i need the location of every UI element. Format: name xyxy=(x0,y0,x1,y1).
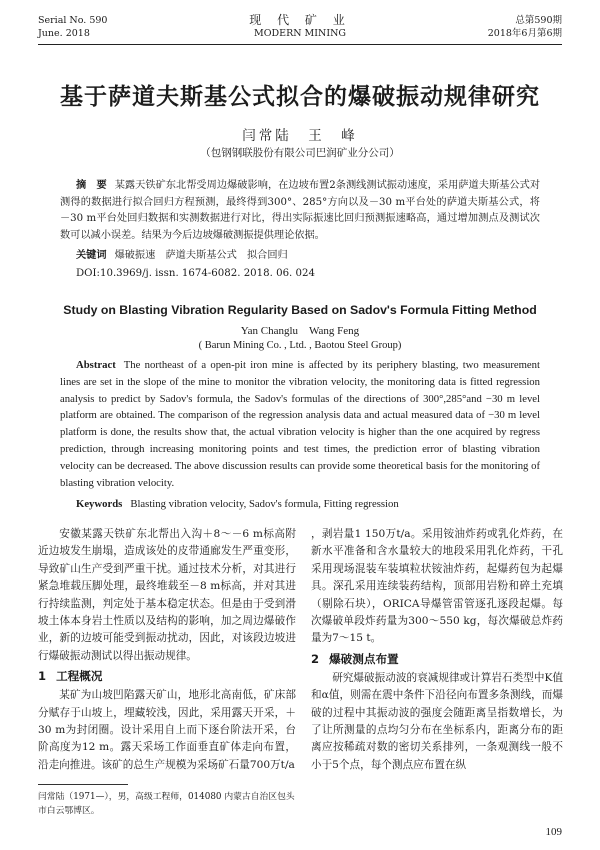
page-number: 109 xyxy=(545,826,562,838)
section-2-number: 2 xyxy=(311,651,320,666)
abstract-cn-text: 某露天铁矿东北帮受周边爆破影响，在边坡布置2条测线测试振动速度，采用萨道夫斯基公式对测得的数据进行拟合回归方程预测，最终得到300°、285°方向以及－30 m平台处的萨道夫斯基公式，将－30 m平台处回归数据和实测数据进行对比，得出实际振速比回归预测振速略高，通过增加测点及测试次数可以减小误差。结果为今后边坡爆破测振提供理论依据。 xyxy=(60,180,541,241)
header-center xyxy=(38,14,562,40)
section-1-paragraph: 某矿为山坡凹陷露天矿山，地形北高南低，矿床部分赋存于山坡上，埋藏较浅，因此，采用露天开采，＋30 m为封闭圈。设计采用自上而下逐台阶法开采，台阶高度为12 m。露天采场工作面垂直矿体走向布置，沿走向推进。该矿的总生产规模为采场矿石量700万t/a xyxy=(38,689,296,771)
authors-cn: 闫常陆 王 峰 xyxy=(242,128,358,144)
author-footnote: 闫常陆（1971—），男，高级工程师，014080 内蒙古自治区包头市白云鄂博区。 xyxy=(38,792,295,816)
paper-title-en: Study on Blasting Vibration Regularity Based on Sadov's Formula Fitting Method xyxy=(63,303,537,317)
total-issue: 总第590期 xyxy=(515,15,562,26)
abstract-cn-label: 摘 要 xyxy=(76,180,107,191)
keywords-cn xyxy=(76,248,540,264)
affiliation-cn: （包钢钢联股份有限公司巴润矿业分公司） xyxy=(200,147,400,159)
abstract-en xyxy=(60,357,540,491)
doi: DOI:10.3969/j. issn. 1674-6082. 2018. 06. 024 xyxy=(76,268,315,279)
serial-number: Serial No. 590 xyxy=(38,15,108,26)
journal-name-en: MODERN MINING xyxy=(254,28,346,39)
authors-en: Yan Changlu Wang Feng xyxy=(240,325,360,337)
header-right xyxy=(488,14,562,40)
abstract-en-text: The northeast of a open-pit iron mine is affected by its periphery blasting, two measurement lines are set in the slope of the mine to monitor the vibration velocity, the monitoring data is fitted regression analysis to predict by Sadov's formula, the Sadov's formulas of the directions of 300°,285°and −30 m level platform are obtained. The comparison of the regression analysis data and actual measured data of −30 m level platform is done, the results show that, the actual vibration velocity is higher than the one acquired by regress prediction, through increasing monitoring points and test times, the prediction error of blasting vibration velocity can be decreased. The above discussion results can provide some theoretical basis for the monitoring of blasting vibration velocity. xyxy=(60,359,540,489)
keywords-en xyxy=(76,498,540,510)
intro-paragraph: 安徽某露天铁矿东北帮出入沟＋8～－6 m标高附近边坡发生崩塌，造成该处的皮带通廊发生严重变形，导致矿山生产受到严重干扰。通过技术分析，对其进行紧急堆载压脚处理，最终堆载至－8 m标高，并对其进行持续监测，判定处于基本稳定状态。但是由于受到滑坡土体本身岩土性质以及结构的影响，加之周边爆破作业，新的边坡可能受到振动扰动，因此，对该段边坡进行爆破振动测试以得出振动规律。 xyxy=(38,528,296,662)
keywords-en-text: Blasting vibration velocity, Sadov's formula, Fitting regression xyxy=(130,498,399,510)
footnote-rule xyxy=(38,784,128,785)
section-1-title: 工程概况 xyxy=(56,669,103,684)
section-1-heading xyxy=(38,667,296,686)
issue-date-cn: 2018年6月第6期 xyxy=(487,28,562,39)
abstract-en-label: Abstract xyxy=(76,359,116,371)
paper-title-cn: 基于萨道夫斯基公式拟合的爆破振动规律研究 xyxy=(60,84,540,110)
abstract-cn xyxy=(60,178,540,244)
body-column-right xyxy=(311,526,563,774)
keywords-cn-label: 关键词 xyxy=(76,250,107,261)
affiliation-en: ( Barun Mining Co. , Ltd. , Baotou Steel Group) xyxy=(198,340,402,351)
issue-date-en: June. 2018 xyxy=(38,28,90,39)
keywords-en-label: Keywords xyxy=(76,498,123,510)
section-1-number: 1 xyxy=(38,669,47,684)
section-2-heading xyxy=(311,650,563,669)
section-2-title: 爆破测点布置 xyxy=(329,651,399,666)
body-column-left xyxy=(38,526,296,774)
journal-name-cn: 现 代 矿 业 xyxy=(249,13,351,27)
running-header xyxy=(38,8,562,46)
section-2-paragraph: 研究爆破振动波的衰减规律或计算岩石类型中K值和α值，则需在震中条件下沿径向布置多条测线，而爆破的过程中其振动波的强度会随距离呈指数增长，为了让所测量的点均匀分布在坐标系内，距离分布的距离应按稀疏对数的密切关系排列，一条观测线一般不小于5个点，每个测点应布置在纵 xyxy=(311,671,563,771)
header-rule xyxy=(38,44,562,45)
section-1-paragraph-continued: ，剥岩量1 150万t/a。采用铵油炸药或乳化炸药，在新水平准备和含水量较大的地段采用乳化炸药，干孔采用现场混装车装填粒状铵油炸药，起爆药包为起爆具。深孔采用连续装药结构，顶部用岩粉和碎土充填（剔除石块），ORICA导爆管雷管逐孔逐段起爆。每次爆破单段炸药量为300～550 kg，每次爆破总炸药量为7～15 t。 xyxy=(311,528,563,645)
keywords-cn-text: 爆破振速 萨道夫斯基公式 拟合回归 xyxy=(114,250,288,261)
